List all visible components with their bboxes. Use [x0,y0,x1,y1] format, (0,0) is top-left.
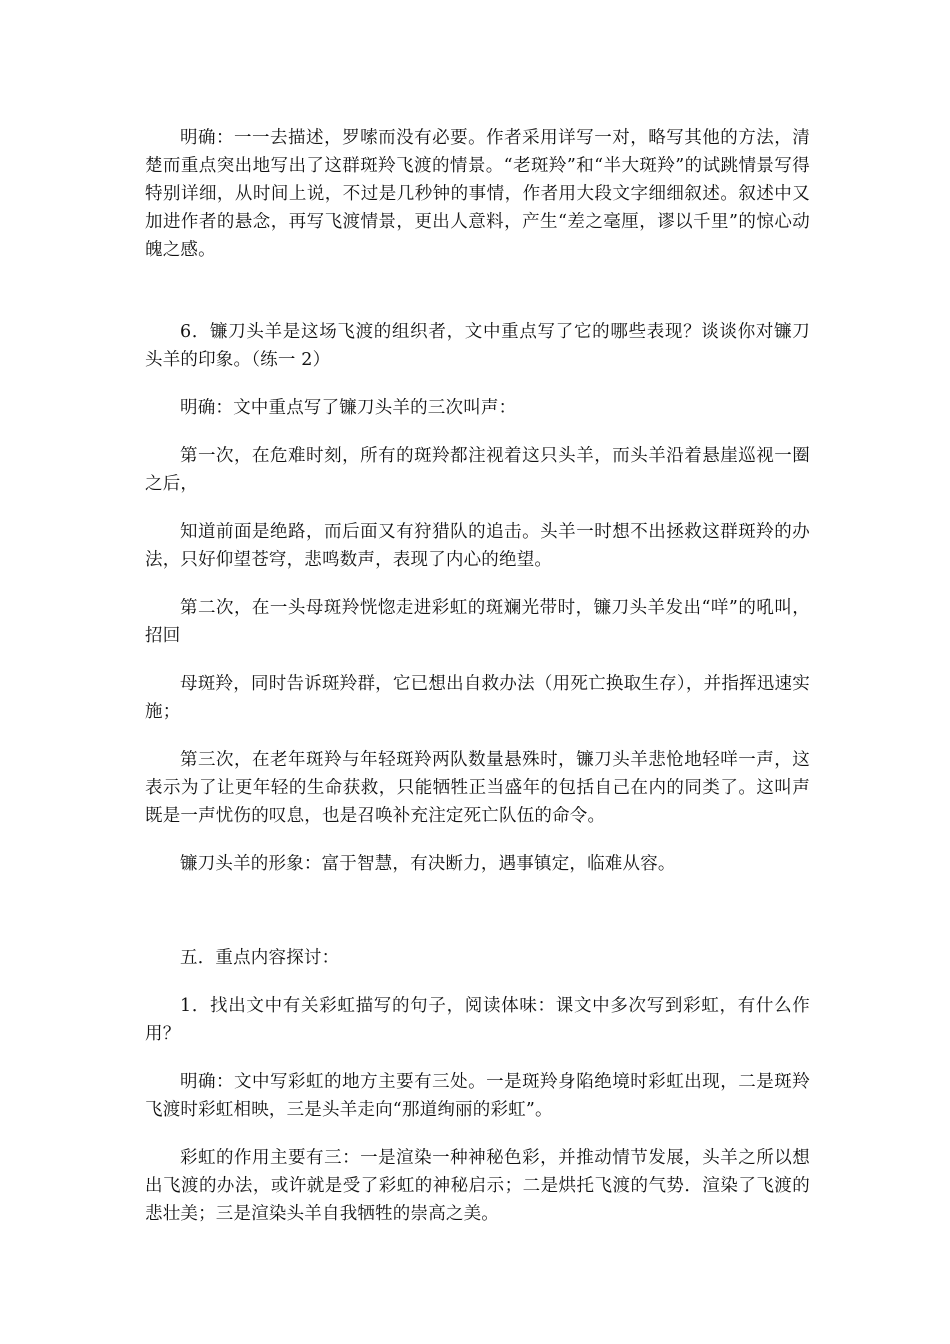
paragraph-answer-intro: 明确：文中重点写了镰刀头羊的三次叫声： [180,398,517,418]
paragraph-question-6: 6．镰刀头羊是这场飞渡的组织者，文中重点写了它的哪些表现？谈谈你对镰刀头羊的印象。（练一 2） [145,322,810,370]
paragraph-rainbow-function: 彩虹的作用主要有三：一是渲染一种神秘色彩，并推动情节发展，头羊之所以想出飞渡的办法，或许就是受了彩虹的神秘启示；二是烘托飞渡的气势．渲染了飞渡的悲壮美；三是渲染头羊自我牺牲的崇高之美。 [145,1148,810,1224]
paragraph-second-call-continued: 母斑羚，同时告诉斑羚群，它已想出自救办法（用死亡换取生存），并指挥迅速实施； [145,674,810,722]
paragraph-third-call: 第三次，在老年斑羚与年轻斑羚两队数量悬殊时，镰刀头羊悲怆地轻咩一声，这表示为了让更年轻的生命获救，只能牺牲正当盛年的包括自己在内的同类了。这叫声既是一声忧伤的叹息，也是召唤补充注定死亡队伍的命令。 [145,750,810,826]
paragraph-question-rainbow: 1．找出文中有关彩虹描写的句子，阅读体味：课文中多次写到彩虹，有什么作用？ [145,996,810,1044]
section-heading-five: 五．重点内容探讨： [180,948,340,968]
paragraph-leader-image: 镰刀头羊的形象：富于智慧，有决断力，遇事镇定，临难从容。 [180,854,676,874]
paragraph-rainbow-answer: 明确：文中写彩虹的地方主要有三处。一是斑羚身陷绝境时彩虹出现，二是斑羚飞渡时彩虹相映，三是头羊走向“那道绚丽的彩虹”。 [145,1072,810,1120]
paragraph-first-call: 第一次，在危难时刻，所有的斑羚都注视着这只头羊，而头羊沿着悬崖巡视一圈之后， [145,446,810,494]
paragraph-first-call-continued: 知道前面是绝路，而后面又有狩猎队的追击。头羊一时想不出拯救这群斑羚的办法，只好仰望苍穹，悲鸣数声，表现了内心的绝望。 [145,522,810,570]
paragraph-explanation-detail: 明确：一一去描述，罗嗦而没有必要。作者采用详写一对，略写其他的方法，清楚而重点突出地写出了这群斑羚飞渡的情景。“老斑羚”和“半大斑羚”的试跳情景写得特别详细，从时间上说，不过是几秒钟的事情，作者用大段文字细细叙述。叙述中又加进作者的悬念，再写飞渡情景，更出人意料，产生“差之毫厘，谬以千里”的惊心动魄之感。 [145,128,810,260]
paragraph-second-call: 第二次，在一头母斑羚恍惚走进彩虹的斑斓光带时，镰刀头羊发出“咩”的吼叫，招回 [145,598,810,646]
